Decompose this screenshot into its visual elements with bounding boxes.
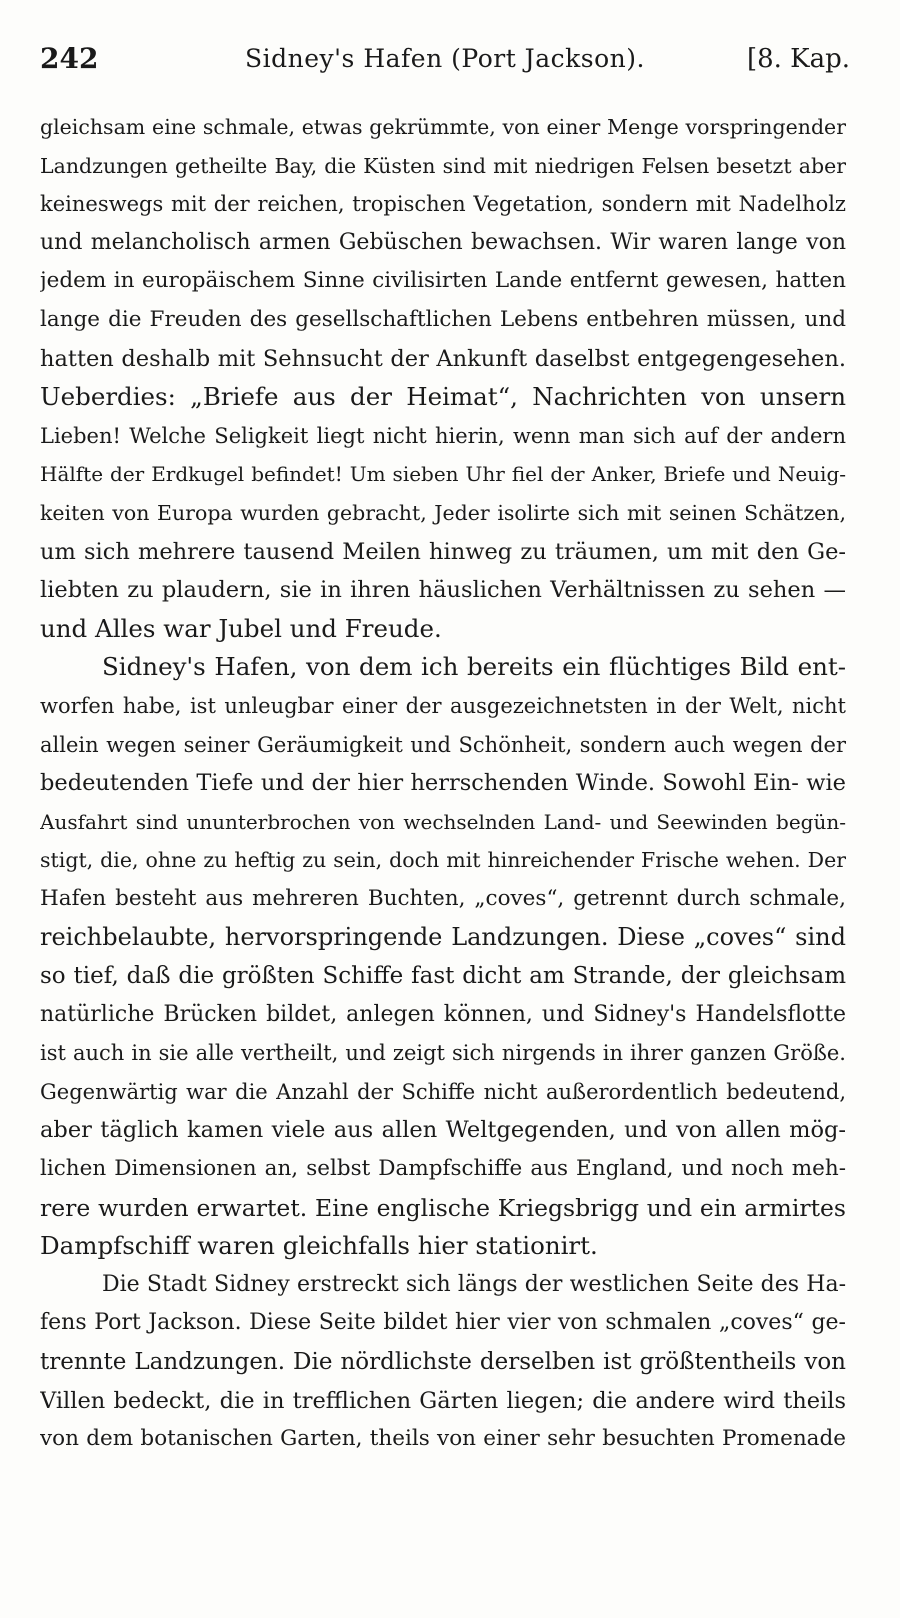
text-line: gleichsam eine schmale, etwas gekrümmte, von einer Menge vorspringender [40,115,846,139]
text-line: Villen bedeckt, die in trefflichen Gärten liegen; die andere wird theils [40,1387,846,1414]
chapter-reference: [8. Kap. [746,44,850,74]
text-line: Gegenwärtig war die Anzahl der Schiffe nicht außerordentlich bedeutend, [40,1079,846,1104]
text-line: und melancholisch armen Gebüschen bewachsen. Wir waren lange von [40,229,846,255]
text-line: rere wurden erwartet. Eine englische Kriegsbrigg und ein armirtes [40,1193,846,1222]
page-number: 242 [40,42,99,75]
text-line: um sich mehrere tausend Meilen hinweg zu träumen, um mit den Ge- [40,538,846,565]
text-line: reichbelaubte, hervorspringende Landzungen. Diese „coves“ sind [40,923,846,952]
text-line: bedeutenden Tiefe und der hier herrschenden Winde. Sowohl Ein- wie [40,770,846,797]
text-line: trennte Landzungen. Die nördlichste derselben ist größtentheils von [40,1349,846,1375]
text-line: Landzungen getheilte Bay, die Küsten sind mit niedrigen Felsen besetzt aber [40,153,846,178]
text-line: jedem in europäischem Sinne civilisirten Lande entfernt gewesen, hatten [40,268,846,294]
page-header [40,42,850,82]
text-line: Dampfschiff waren gleichfalls hier stationirt. [40,1231,598,1261]
text-line: fens Port Jackson. Diese Seite bildet hier vier von schmalen „coves“ ge- [40,1310,846,1336]
text-line: Ueberdies: „Briefe aus der Heimat“, Nachrichten von unsern [40,382,846,412]
running-head: Sidney's Hafen (Port Jackson). [245,44,645,73]
text-line: Ausfahrt sind ununterbrochen von wechselnden Land- und Seewinden begün- [40,809,846,834]
text-line: keineswegs mit der reichen, tropischen Vegetation, sondern mit Nadelholz [40,192,846,217]
text-line: und Alles war Jubel und Freude. [40,613,442,643]
text-line: liebten zu plaudern, sie in ihren häuslichen Verhältnissen zu sehen — [40,577,846,604]
paragraph [40,648,846,1266]
text-line: Die Stadt Sidney erstreckt sich längs der westlichen Seite des Ha- [102,1271,846,1297]
text-line: aber täglich kamen viele aus allen Weltgegenden, und von allen mög- [40,1117,846,1144]
text-line: allein wegen seiner Geräumigkeit und Schönheit, sondern auch wegen der [40,732,846,757]
body-text [40,108,846,1459]
text-line: von dem botanischen Garten, theils von einer sehr besuchten Promenade [40,1426,846,1452]
paragraph [40,1266,846,1459]
text-line: keiten von Europa wurden gebracht, Jeder isolirte sich mit seinen Schätzen, [40,500,846,525]
text-line: natürliche Brücken bildet, anlegen können, und Sidney's Handelsflotte [40,1001,846,1027]
text-line: stigt, die, ohne zu heftig zu sein, doch mit hinreichender Frische wehen. Der [40,848,846,873]
text-line: Hälfte der Erdkugel befindet! Um sieben Uhr fiel der Anker, Briefe und Neuig- [40,462,846,487]
text-line: lichen Dimensionen an, selbst Dampfschiffe aus England, und noch meh- [40,1156,846,1182]
text-line: Sidney's Hafen, von dem ich bereits ein flüchtiges Bild ent- [102,652,846,682]
paragraph [40,108,846,648]
text-line: Hafen besteht aus mehreren Buchten, „coves“, getrennt durch schmale, [40,885,846,911]
text-line: hatten deshalb mit Sehnsucht der Ankunft daselbst entgegengesehen. [40,345,846,372]
text-line: ist auch in sie alle vertheilt, und zeigt sich nirgends in ihrer ganzen Größe. [40,1041,846,1066]
text-line: so tief, daß die größten Schiffe fast dicht am Strande, der gleichsam [40,963,846,990]
text-line: lange die Freuden des gesellschaftlichen Lebens entbehren müssen, und [40,306,846,332]
text-line: Lieben! Welche Seligkeit liegt nicht hierin, wenn man sich auf der andern [40,423,846,448]
text-line: worfen habe, ist unleugbar einer der ausgezeichnetsten in der Welt, nicht [40,693,846,718]
